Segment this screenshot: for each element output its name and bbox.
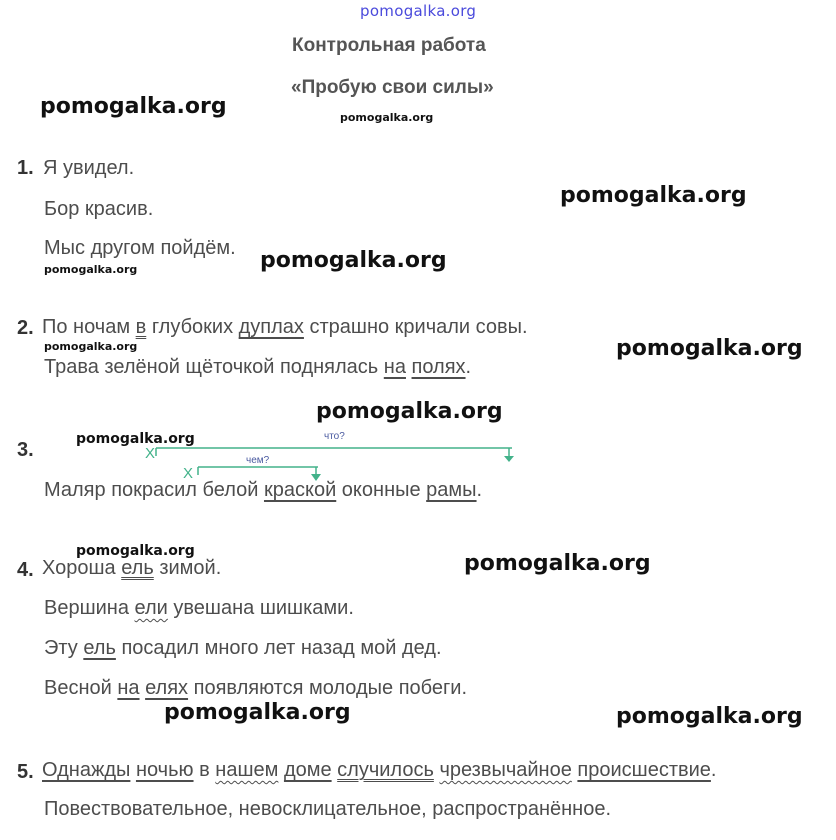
task1-line: Бор красив. [44, 198, 154, 220]
page-title: Контрольная работа [292, 35, 486, 56]
question-label-with-what: чем? [246, 455, 270, 466]
underlined-word: чрезвычайное [439, 759, 572, 781]
task4-line [44, 597, 354, 620]
task-number: 1. [17, 157, 34, 179]
watermark: pomogalka.org [76, 543, 195, 559]
task2-line [44, 356, 471, 379]
underlined-word: доме [283, 759, 332, 781]
underlined-word: ели [134, 597, 168, 619]
underlined-word: ночью [135, 759, 194, 781]
watermark: pomogalka.org [164, 700, 351, 725]
watermark: pomogalka.org [44, 263, 138, 276]
text: Весной [44, 677, 118, 699]
text: Маляр покрасил белой [44, 479, 264, 501]
text: увешана шишками. [167, 597, 354, 619]
watermark: pomogalka.org [260, 248, 447, 273]
watermark: pomogalka.org [616, 336, 803, 361]
text: Хороша [42, 557, 122, 579]
task4-line [42, 557, 221, 580]
arrowhead-what [504, 456, 514, 462]
task5-line [42, 759, 716, 782]
text: . [476, 479, 483, 501]
watermark: pomogalka.org [616, 704, 803, 729]
text: страшно кричали совы. [303, 316, 528, 338]
task1-line: Я увидел. [43, 157, 135, 179]
task3-sentence [44, 479, 482, 502]
underlined-word: рамы [426, 479, 477, 501]
task4-line [44, 637, 442, 660]
watermark: pomogalka.org [560, 183, 747, 208]
underlined-word: елях [145, 677, 189, 699]
underlined-word: дуплах [238, 316, 304, 338]
text: Вершина [44, 597, 135, 619]
question-label-what: что? [324, 431, 345, 442]
preposition: на [383, 356, 406, 378]
text: Эту [44, 637, 84, 659]
task2-line [42, 316, 528, 339]
task-number: 5. [17, 761, 34, 783]
watermark: pomogalka.org [76, 431, 195, 447]
task4-line [44, 677, 467, 700]
text: зимой. [153, 557, 222, 579]
text: По ночам [42, 316, 136, 338]
task5-line: Повествовательное, невосклицательное, распространённое. [44, 798, 612, 820]
task1-line: Мыс другом пойдём. [44, 237, 236, 259]
text: оконные [336, 479, 427, 501]
text: глубоких [146, 316, 239, 338]
underlined-word: ель [121, 557, 154, 579]
preposition: в [135, 316, 147, 338]
text: Трава зелёной щёточкой поднялась [44, 356, 384, 378]
watermark: pomogalka.org [464, 551, 651, 576]
underlined-word: случилось [337, 759, 434, 781]
preposition: на [117, 677, 140, 699]
watermark: pomogalka.org [316, 399, 503, 424]
cross-mark-icon: X [183, 465, 194, 482]
page-subtitle: «Пробую свои силы» [291, 77, 494, 98]
underlined-word: краской [263, 479, 337, 501]
underlined-word: полях [411, 356, 466, 378]
text: появляются молодые побеги. [188, 677, 468, 699]
watermark-top: pomogalka.org [360, 2, 477, 20]
task-number: 4. [17, 559, 34, 581]
text: посадил много лет назад мой дед. [115, 637, 442, 659]
underlined-word: происшествие [577, 759, 711, 781]
task-number: 2. [17, 317, 34, 339]
text: . [710, 759, 717, 781]
task-number: 3. [17, 439, 34, 461]
watermark: pomogalka.org [44, 340, 138, 353]
underlined-word: ель [83, 637, 116, 659]
text: в [199, 759, 210, 781]
underlined-word: Однажды [42, 759, 131, 781]
watermark: pomogalka.org [40, 94, 227, 119]
underlined-word: нашем [215, 759, 279, 781]
cross-mark-icon: X [145, 445, 156, 462]
text: . [465, 356, 472, 378]
watermark: pomogalka.org [340, 111, 434, 124]
